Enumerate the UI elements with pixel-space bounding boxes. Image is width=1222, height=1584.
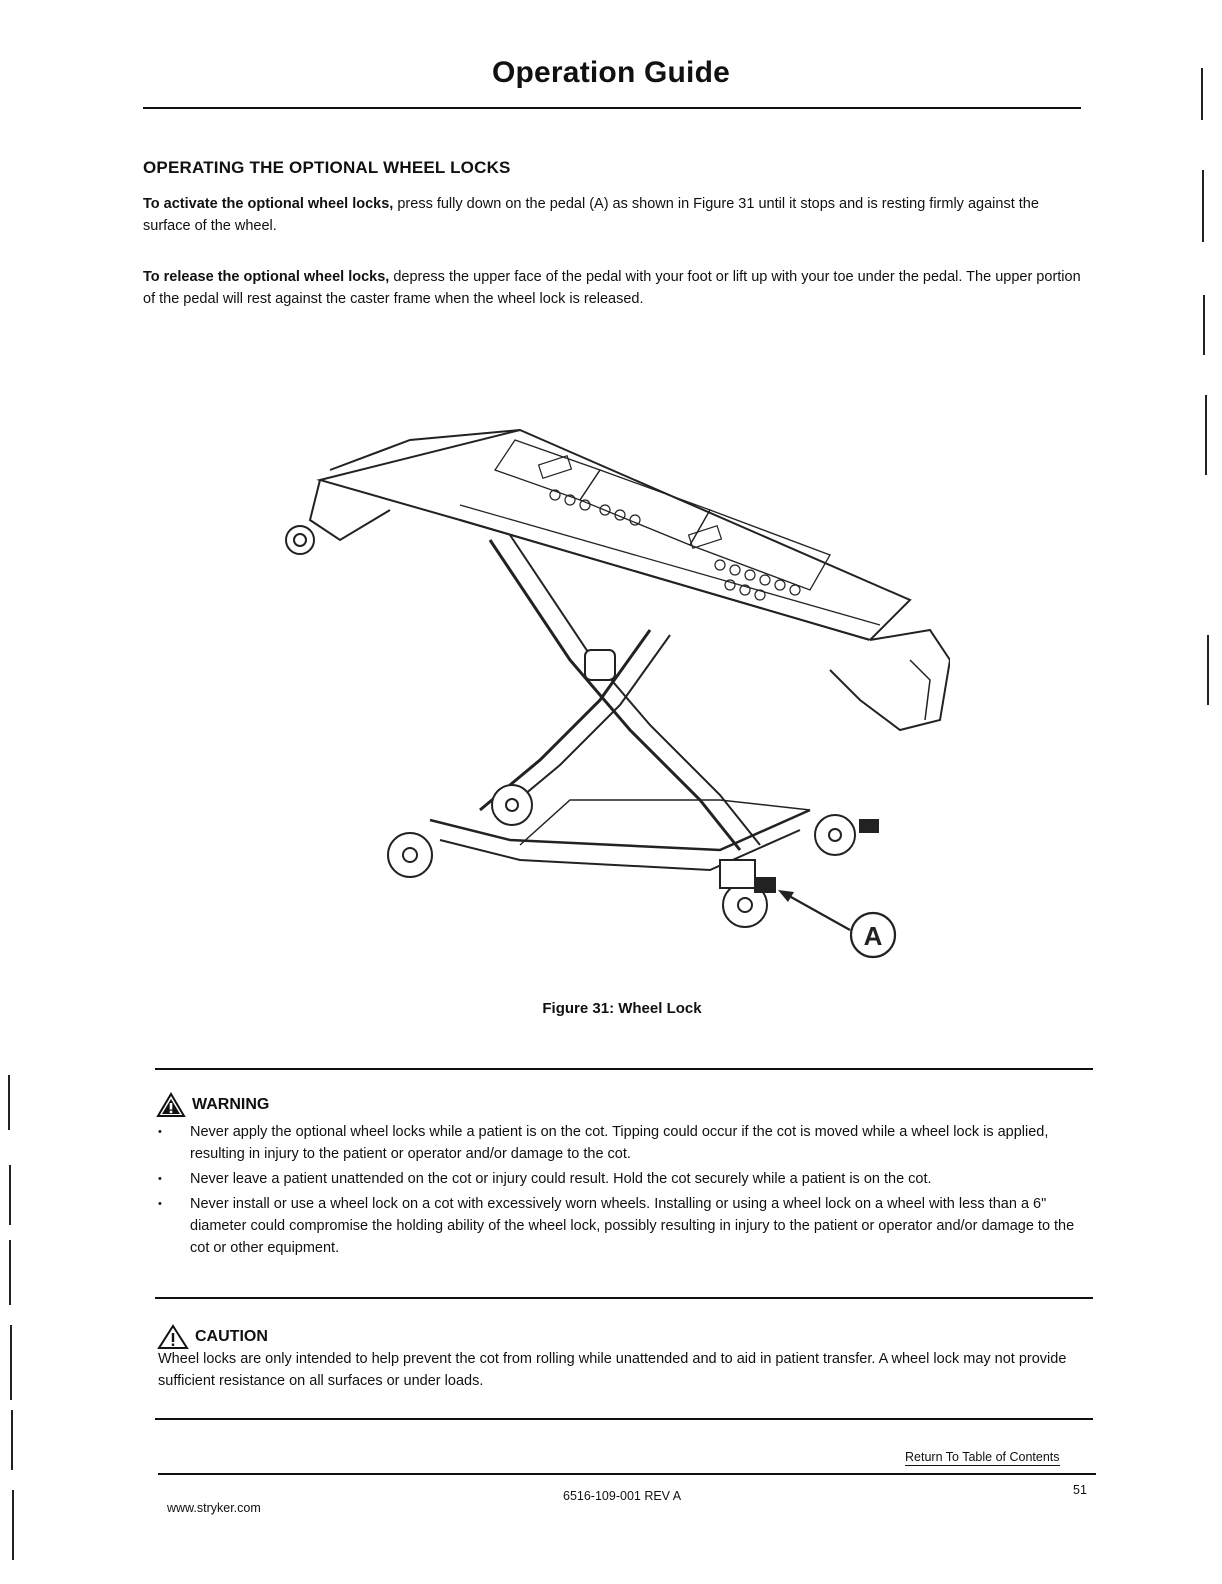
header-rule xyxy=(143,107,1081,109)
margin-mark xyxy=(1201,68,1203,120)
footer-website: www.stryker.com xyxy=(167,1501,261,1515)
caution-triangle-icon xyxy=(157,1324,189,1350)
margin-mark xyxy=(11,1410,13,1470)
release-instructions xyxy=(143,266,1083,310)
wheel-lock-pedal xyxy=(755,878,775,892)
margin-mark xyxy=(8,1075,10,1130)
wheel-lock-figure xyxy=(270,400,950,980)
caution-bottom-rule xyxy=(155,1418,1093,1420)
footer-doc-number: 6516-109-001 REV A xyxy=(563,1489,682,1503)
caster-wheels xyxy=(388,785,855,927)
list-item: • Never leave a patient unattended on the cot or injury could result. Hold the cot securely while a patient is on the cot. xyxy=(158,1168,1093,1190)
warning-bottom-rule xyxy=(155,1297,1093,1299)
list-item: • Never apply the optional wheel locks while a patient is on the cot. Tipping could occur if the cot is moved while a wheel lock is applied, resulting in injury to the patient or operator and/or damage to the cot. xyxy=(158,1121,1093,1165)
warning-list xyxy=(158,1121,1093,1262)
activate-instructions xyxy=(143,193,1083,237)
margin-mark xyxy=(1203,295,1205,355)
activate-lead: To activate the optional wheel locks, xyxy=(143,196,394,212)
callout-label: A xyxy=(863,921,883,951)
page-number: 51 xyxy=(1073,1483,1087,1497)
cot-illustration xyxy=(270,400,950,980)
activate-text: press fully down on the pedal (A) as shown in Figure 31 until it stops and is resting firmly against the surface of the wheel. xyxy=(143,196,1039,234)
warning-top-rule xyxy=(155,1068,1093,1070)
margin-mark xyxy=(10,1325,12,1400)
margin-mark xyxy=(12,1490,14,1560)
margin-mark xyxy=(1205,395,1207,475)
list-item: • Never install or use a wheel lock on a cot with excessively worn wheels. Installing or using a wheel lock on a wheel with less than a 6" diameter could compromise the holding ability of the wheel lock, possibly resulting in injury to the patient or operator and/or damage to the cot or other equipment. xyxy=(158,1193,1093,1259)
margin-mark xyxy=(1207,635,1209,705)
footer-rule xyxy=(158,1473,1096,1475)
section-heading: OPERATING THE OPTIONAL WHEEL LOCKS xyxy=(143,158,511,177)
caution-title xyxy=(157,1324,268,1350)
warning-label: WARNING xyxy=(192,1096,270,1113)
caution-label: CAUTION xyxy=(195,1328,268,1345)
warning-title xyxy=(156,1092,269,1118)
margin-mark xyxy=(9,1240,11,1305)
figure-caption: Figure 31: Wheel Lock xyxy=(542,1000,702,1017)
release-lead: To release the optional wheel locks, xyxy=(143,269,390,285)
margin-mark xyxy=(1202,170,1204,242)
page-title: Operation Guide xyxy=(491,56,731,89)
return-to-toc-link[interactable]: Return To Table of Contents xyxy=(905,1450,1060,1464)
warning-triangle-icon xyxy=(156,1092,186,1118)
caution-text: Wheel locks are only intended to help prevent the cot from rolling while unattended and to aid in patient transfer. A wheel lock may not provide sufficient resistance on all surfaces or under loads. xyxy=(158,1351,1067,1389)
release-text: depress the upper face of the pedal with your foot or lift up with your toe under the pedal. The upper portion of the pedal will rest against the caster frame when the wheel lock is released. xyxy=(143,269,1081,307)
callout-arrow xyxy=(782,892,850,930)
margin-mark xyxy=(9,1165,11,1225)
